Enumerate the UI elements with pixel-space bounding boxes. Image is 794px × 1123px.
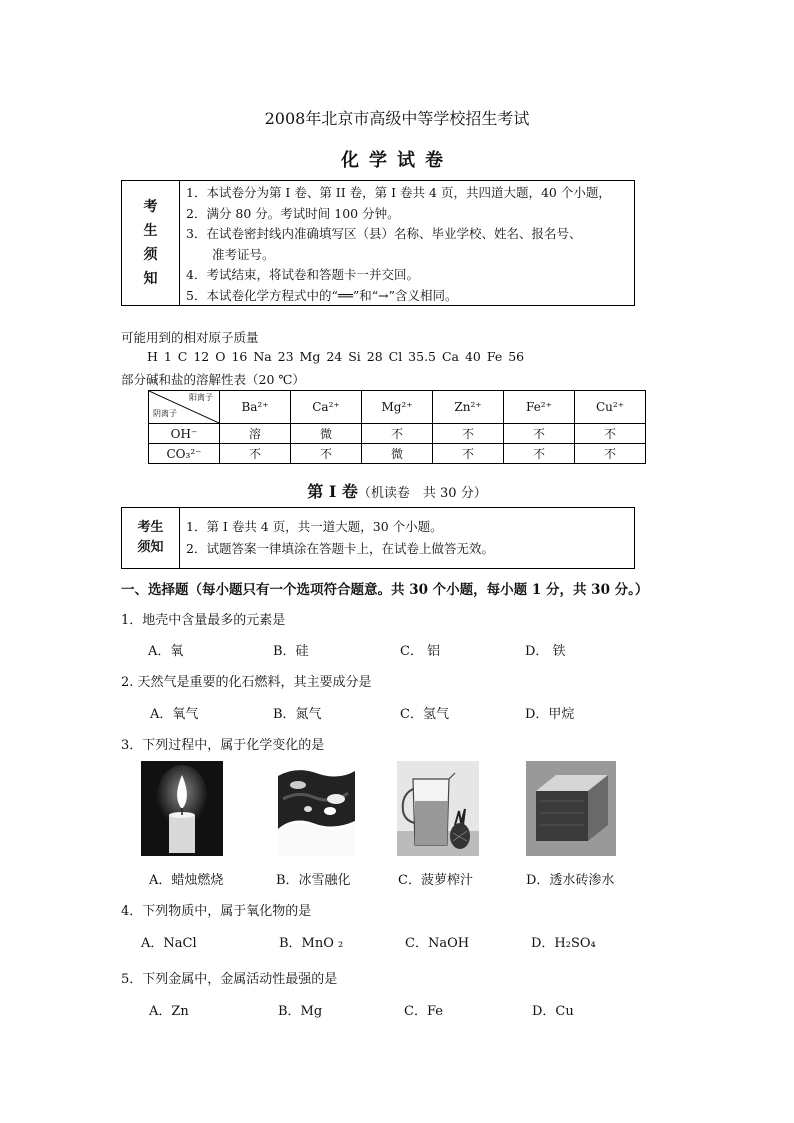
table-cell: 不 xyxy=(575,424,646,444)
table-corner-cell xyxy=(149,391,220,424)
option: C．氢气 xyxy=(400,707,449,722)
option: C．菠萝榨汁 xyxy=(398,873,473,888)
option: B．硅 xyxy=(273,644,309,659)
table-cell: 不 xyxy=(433,424,504,444)
notice-label xyxy=(122,508,180,568)
option: D．甲烷 xyxy=(525,707,575,722)
table-cell: 不 xyxy=(504,424,575,444)
notice-label-char: 知 xyxy=(143,271,158,287)
notice-label-line: 考生 xyxy=(137,520,164,535)
option: C． 铝 xyxy=(400,644,441,659)
option: A．蜡烛燃烧 xyxy=(149,873,224,888)
cation-header: Fe²⁺ xyxy=(504,391,575,424)
option: C．Fe xyxy=(404,1004,443,1019)
notice-item: 5．本试卷化学方程式中的“══”和“→”含义相同。 xyxy=(186,287,458,303)
notice-item: 准考证号。 xyxy=(212,246,275,262)
option: A．NaCl xyxy=(141,936,197,951)
notice-label-line: 须知 xyxy=(137,540,164,555)
solubility-heading: 部分碱和盐的溶解性表（20 ℃） xyxy=(121,372,305,387)
notice-label xyxy=(122,181,180,305)
exam-subtitle: 化学试卷 xyxy=(341,150,453,171)
solubility-table xyxy=(148,390,646,464)
table-cell: 不 xyxy=(433,444,504,464)
section-heading xyxy=(0,479,794,502)
table-cell: 不 xyxy=(362,424,433,444)
permeable-brick-image xyxy=(526,761,616,856)
notice-label-char: 考 xyxy=(143,199,158,215)
table-cell: 不 xyxy=(504,444,575,464)
cation-header: Ba²⁺ xyxy=(220,391,291,424)
notice-item: 2．满分 80 分。考试时间 100 分钟。 xyxy=(186,205,400,221)
option: D．透水砖渗水 xyxy=(526,873,615,888)
option: A．氧 xyxy=(148,644,184,659)
notice-label-char: 生 xyxy=(143,223,158,239)
notice-item: 4．考试结束，将试卷和答题卡一并交回。 xyxy=(186,267,419,282)
atomic-mass-heading: 可能用到的相对原子质量 xyxy=(121,330,259,345)
pineapple-juice-image xyxy=(397,761,479,856)
table-cell: 溶 xyxy=(220,424,291,444)
question-stem: 5．下列金属中，金属活动性最强的是 xyxy=(121,972,338,987)
corner-top-label: 阳离子 xyxy=(189,393,213,402)
notice-item: 1．本试卷分为第 I 卷、第 II 卷，第 I 卷共 4 页，共四道大题，40 个小题， xyxy=(186,185,611,200)
cation-header: Cu²⁺ xyxy=(575,391,646,424)
option: B．冰雪融化 xyxy=(276,873,351,888)
table-cell: 不 xyxy=(291,444,362,464)
anion-cell: OH⁻ xyxy=(149,424,220,444)
notice-label-char: 须 xyxy=(143,247,158,263)
notice-item: 3．在试卷密封线内准确填写区（县）名称、毕业学校、姓名、报名号、 xyxy=(186,226,582,241)
section-note: （机读卷 共 30 分） xyxy=(357,486,487,501)
table-row xyxy=(149,424,646,444)
notice-item: 2．试题答案一律填涂在答题卡上，在试卷上做答无效。 xyxy=(186,541,494,556)
atomic-mass-list: H 1 C 12 O 16 Na 23 Mg 24 Si 28 Cl 35.5 Ca 40 Fe 56 xyxy=(147,349,525,364)
exam-title: 2008年北京市高级中等学校招生考试 xyxy=(264,109,530,128)
option: A．氧气 xyxy=(150,707,199,722)
part-heading: 一、选择题（每小题只有一个选项符合题意。共 30 个小题，每小题 1 分，共 30 分。） xyxy=(121,582,649,598)
option: D．Cu xyxy=(532,1004,574,1019)
section-title: 第 I 卷 xyxy=(307,482,358,501)
exam-notice-box xyxy=(121,180,635,306)
option: A．Zn xyxy=(149,1004,189,1019)
anion-cell: CO₃²⁻ xyxy=(149,444,220,464)
table-cell: 微 xyxy=(362,444,433,464)
option: B．Mg xyxy=(278,1004,323,1019)
candle-image xyxy=(141,761,223,856)
option: D．H₂SO₄ xyxy=(531,936,596,951)
table-row xyxy=(149,444,646,464)
corner-bottom-label: 阴离子 xyxy=(153,409,177,418)
question-stem: 3．下列过程中，属于化学变化的是 xyxy=(121,738,325,753)
cation-header: Zn²⁺ xyxy=(433,391,504,424)
notice-items xyxy=(186,183,630,306)
option: B．MnO ₂ xyxy=(279,936,344,951)
notice-item: 1．第 I 卷共 4 页，共一道大题，30 个小题。 xyxy=(186,519,443,534)
question-stem: 4．下列物质中，属于氧化物的是 xyxy=(121,904,312,919)
option: B．氮气 xyxy=(273,707,322,722)
cation-header: Mg²⁺ xyxy=(362,391,433,424)
option: D． 铁 xyxy=(525,644,566,659)
option: C．NaOH xyxy=(405,936,470,951)
table-cell: 不 xyxy=(220,444,291,464)
cation-header: Ca²⁺ xyxy=(291,391,362,424)
section-notice-box xyxy=(121,507,635,569)
notice-items xyxy=(186,516,494,560)
table-cell: 不 xyxy=(575,444,646,464)
table-cell: 微 xyxy=(291,424,362,444)
question-stem: 1．地壳中含量最多的元素是 xyxy=(121,613,286,628)
melting-snow-image xyxy=(278,761,355,856)
question-stem: 2. 天然气是重要的化石燃料，其主要成分是 xyxy=(121,675,372,690)
